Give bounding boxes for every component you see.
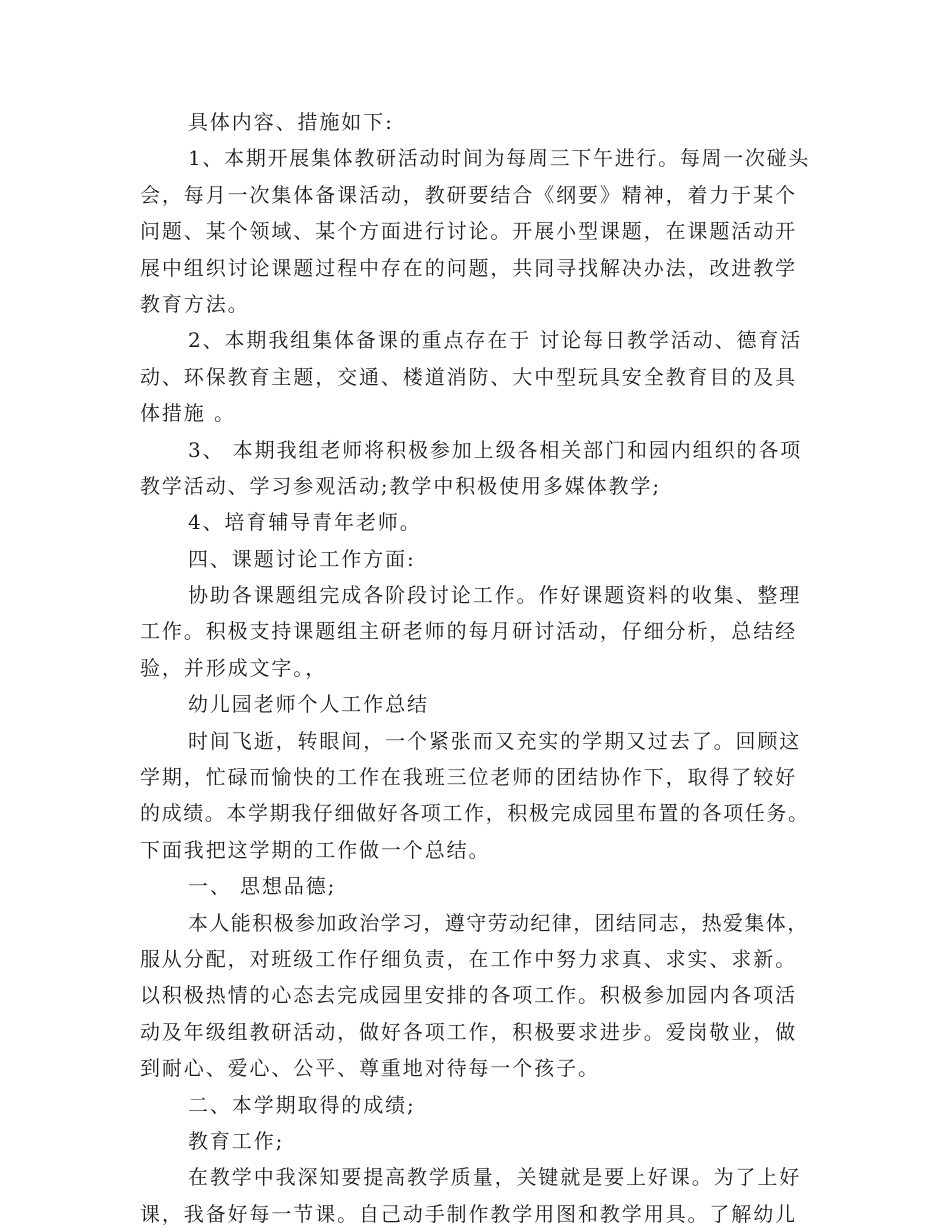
text-line: 服从分配，对班级工作仔细负责，在工作中努力求真、求实、求新。 bbox=[140, 946, 797, 971]
text-line: 3、 本期我组老师将积极参加上级各相关部门和园内组织的各项 bbox=[188, 437, 803, 462]
text-line: 会，每月一次集体备课活动，教研要结合《纲要》精神，着力于某个 bbox=[140, 182, 797, 207]
text-line: 时间飞逝，转眼间，一个紧张而又充实的学期又过去了。回顾这 bbox=[188, 728, 802, 753]
text-line: 验，并形成文字。， bbox=[140, 655, 328, 680]
text-line: 教育工作; bbox=[188, 1128, 285, 1153]
text-line: 一、 思想品德; bbox=[188, 874, 337, 899]
text-line: 四、课题讨论工作方面: bbox=[188, 546, 416, 571]
text-line: 体措施 。 bbox=[140, 401, 236, 426]
text-line: 具体内容、措施如下: bbox=[188, 110, 394, 134]
text-line: 本人能积极参加政治学习，遵守劳动纪律，团结同志，热爱集体， bbox=[188, 910, 809, 935]
text-line: 协助各课题组完成各阶段讨论工作。作好课题资料的收集、整理 bbox=[188, 583, 802, 608]
text-line: 课，我备好每一节课。自己动手制作教学用图和教学用具。了解幼儿 bbox=[140, 1201, 797, 1226]
text-line: 在教学中我深知要提高教学质量，关键就是要上好课。为了上好 bbox=[188, 1165, 802, 1190]
text-line: 幼儿园老师个人工作总结 bbox=[188, 692, 429, 717]
text-line: 动、环保教育主题，交通、楼道消防、大中型玩具安全教育目的及具 bbox=[140, 364, 797, 389]
text-line: 1、本期开展集体教研活动时间为每周三下午进行。每周一次碰头 bbox=[188, 146, 811, 171]
text-line: 教育方法。 bbox=[140, 291, 250, 316]
document-body bbox=[140, 104, 810, 1232]
text-line: 下面我把这学期的工作做一个总结。 bbox=[140, 837, 491, 862]
text-line: 到耐心、爱心、公平、尊重地对待每一个孩子。 bbox=[140, 1056, 600, 1081]
text-line: 教学活动、学习参观活动;教学中积极使用多媒体教学; bbox=[140, 473, 661, 498]
text-line: 的成绩。本学期我仔细做好各项工作，积极完成园里布置的各项任务。 bbox=[140, 801, 810, 826]
text-line: 问题、某个领域、某个方面进行讨论。开展小型课题，在课题活动开 bbox=[140, 219, 797, 244]
text-line: 动及年级组教研活动，做好各项工作，积极要求进步。爱岗敬业，做 bbox=[140, 1019, 797, 1044]
text-line: 二、本学期取得的成绩; bbox=[188, 1092, 416, 1117]
text-line: 以积极热情的心态去完成园里安排的各项工作。积极参加园内各项活 bbox=[140, 983, 797, 1008]
text-line: 展中组织讨论课题过程中存在的问题，共同寻找解决办法，改进教学 bbox=[140, 255, 797, 280]
text-line: 学期，忙碌而愉快的工作在我班三位老师的团结协作下，取得了较好 bbox=[140, 765, 797, 790]
text-line: 工作。积极支持课题组主研老师的每月研讨活动，仔细分析，总结经 bbox=[140, 619, 797, 644]
text-line: 4、培育辅导青年老师。 bbox=[188, 510, 422, 535]
text-line: 2、本期我组集体备课的重点存在于 讨论每日教学活动、德育活 bbox=[188, 328, 803, 353]
